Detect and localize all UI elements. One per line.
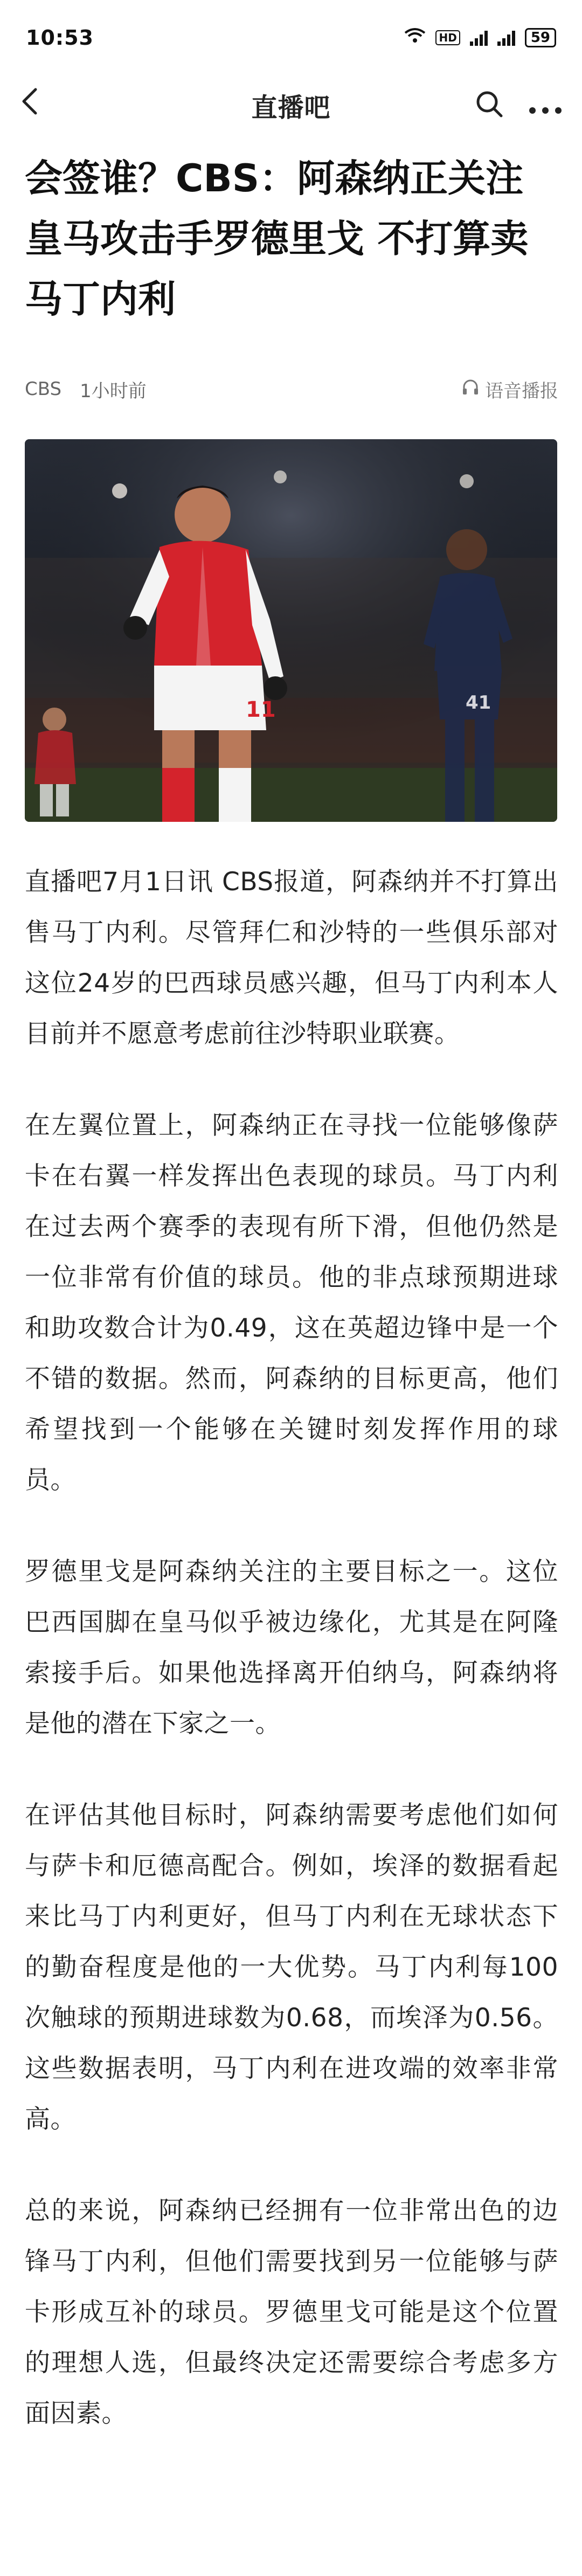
hero-photo xyxy=(25,439,557,822)
app-title: 直播吧 xyxy=(251,92,331,123)
search-icon[interactable] xyxy=(474,89,504,121)
article-paragraph: 在左翼位置上，阿森纳正在寻找一位能够像萨卡在右翼一样发挥出色表现的球员。马丁内利在过去两个赛季的表现有所下滑，但他仍然是一位非常有价值的球员。他的非点球预期进球和助攻数合计为0.49，这在英超边锋中是一个不错的数据。然而，阿森纳的目标更高，他们希望找到一个能够在关键时刻发挥作用的球员。 xyxy=(25,1111,558,1495)
article-paragraph: 罗德里戈是阿森纳关注的主要目标之一。这位巴西国脚在皇马似乎被边缘化，尤其是在阿隆索接手后。如果他选择离开伯纳乌，阿森纳将是他的潜在下家之一。 xyxy=(25,1557,558,1739)
status-time: 10:53 xyxy=(26,26,94,50)
article-meta xyxy=(25,373,558,405)
article-paragraph: 直播吧7月1日讯 CBS报道，阿森纳并不打算出售马丁内利。尽管拜仁和沙特的一些俱乐部对这位24岁的巴西球员感兴趣，但马丁内利本人目前并不愿意考虑前往沙特职业联赛。 xyxy=(25,867,558,1049)
opponent-number: 41 xyxy=(466,692,491,714)
article-paragraph: 总的来说，阿森纳已经拥有一位非常出色的边锋马丁内利，但他们需要找到另一位能够与萨卡形成互补的球员。罗德里戈可能是这个位置的理想人选，但最终决定还需要综合考虑多方面因素。 xyxy=(25,2196,558,2428)
top-nav-bar xyxy=(0,75,582,135)
shirt-number: 11 xyxy=(246,697,276,722)
chevron-left-icon[interactable] xyxy=(19,86,63,124)
article-time: 1小时前 xyxy=(80,380,147,402)
network-hd-badge: HD xyxy=(435,30,460,45)
voice-broadcast-button[interactable] xyxy=(461,376,558,403)
article-title: 会签谁？CBS：阿森纳正关注皇马攻击手罗德里戈 不打算卖马丁内利 xyxy=(25,156,529,321)
signal-icon xyxy=(497,30,515,46)
article-paragraph: 在评估其他目标时，阿森纳需要考虑他们如何与萨卡和厄德高配合。例如，埃泽的数据看起来比马丁内利更好，但马丁内利在无球状态下的勤奋程度是他的一大优势。马丁内利每100次触球的预期进球数为0.68，而埃泽为0.56。这些数据表明，马丁内利在进攻端的效率非常高。 xyxy=(25,1801,558,2134)
status-icons xyxy=(404,27,556,48)
more-icon[interactable] xyxy=(528,90,563,120)
headphones-icon xyxy=(461,378,480,401)
status-bar xyxy=(0,0,582,75)
wifi-icon xyxy=(404,27,426,48)
battery-icon: 59 xyxy=(525,28,556,47)
article-source: CBS xyxy=(25,378,62,400)
article-body xyxy=(25,857,558,2480)
signal-icon xyxy=(470,30,488,46)
voice-broadcast-label: 语音播报 xyxy=(485,380,558,402)
